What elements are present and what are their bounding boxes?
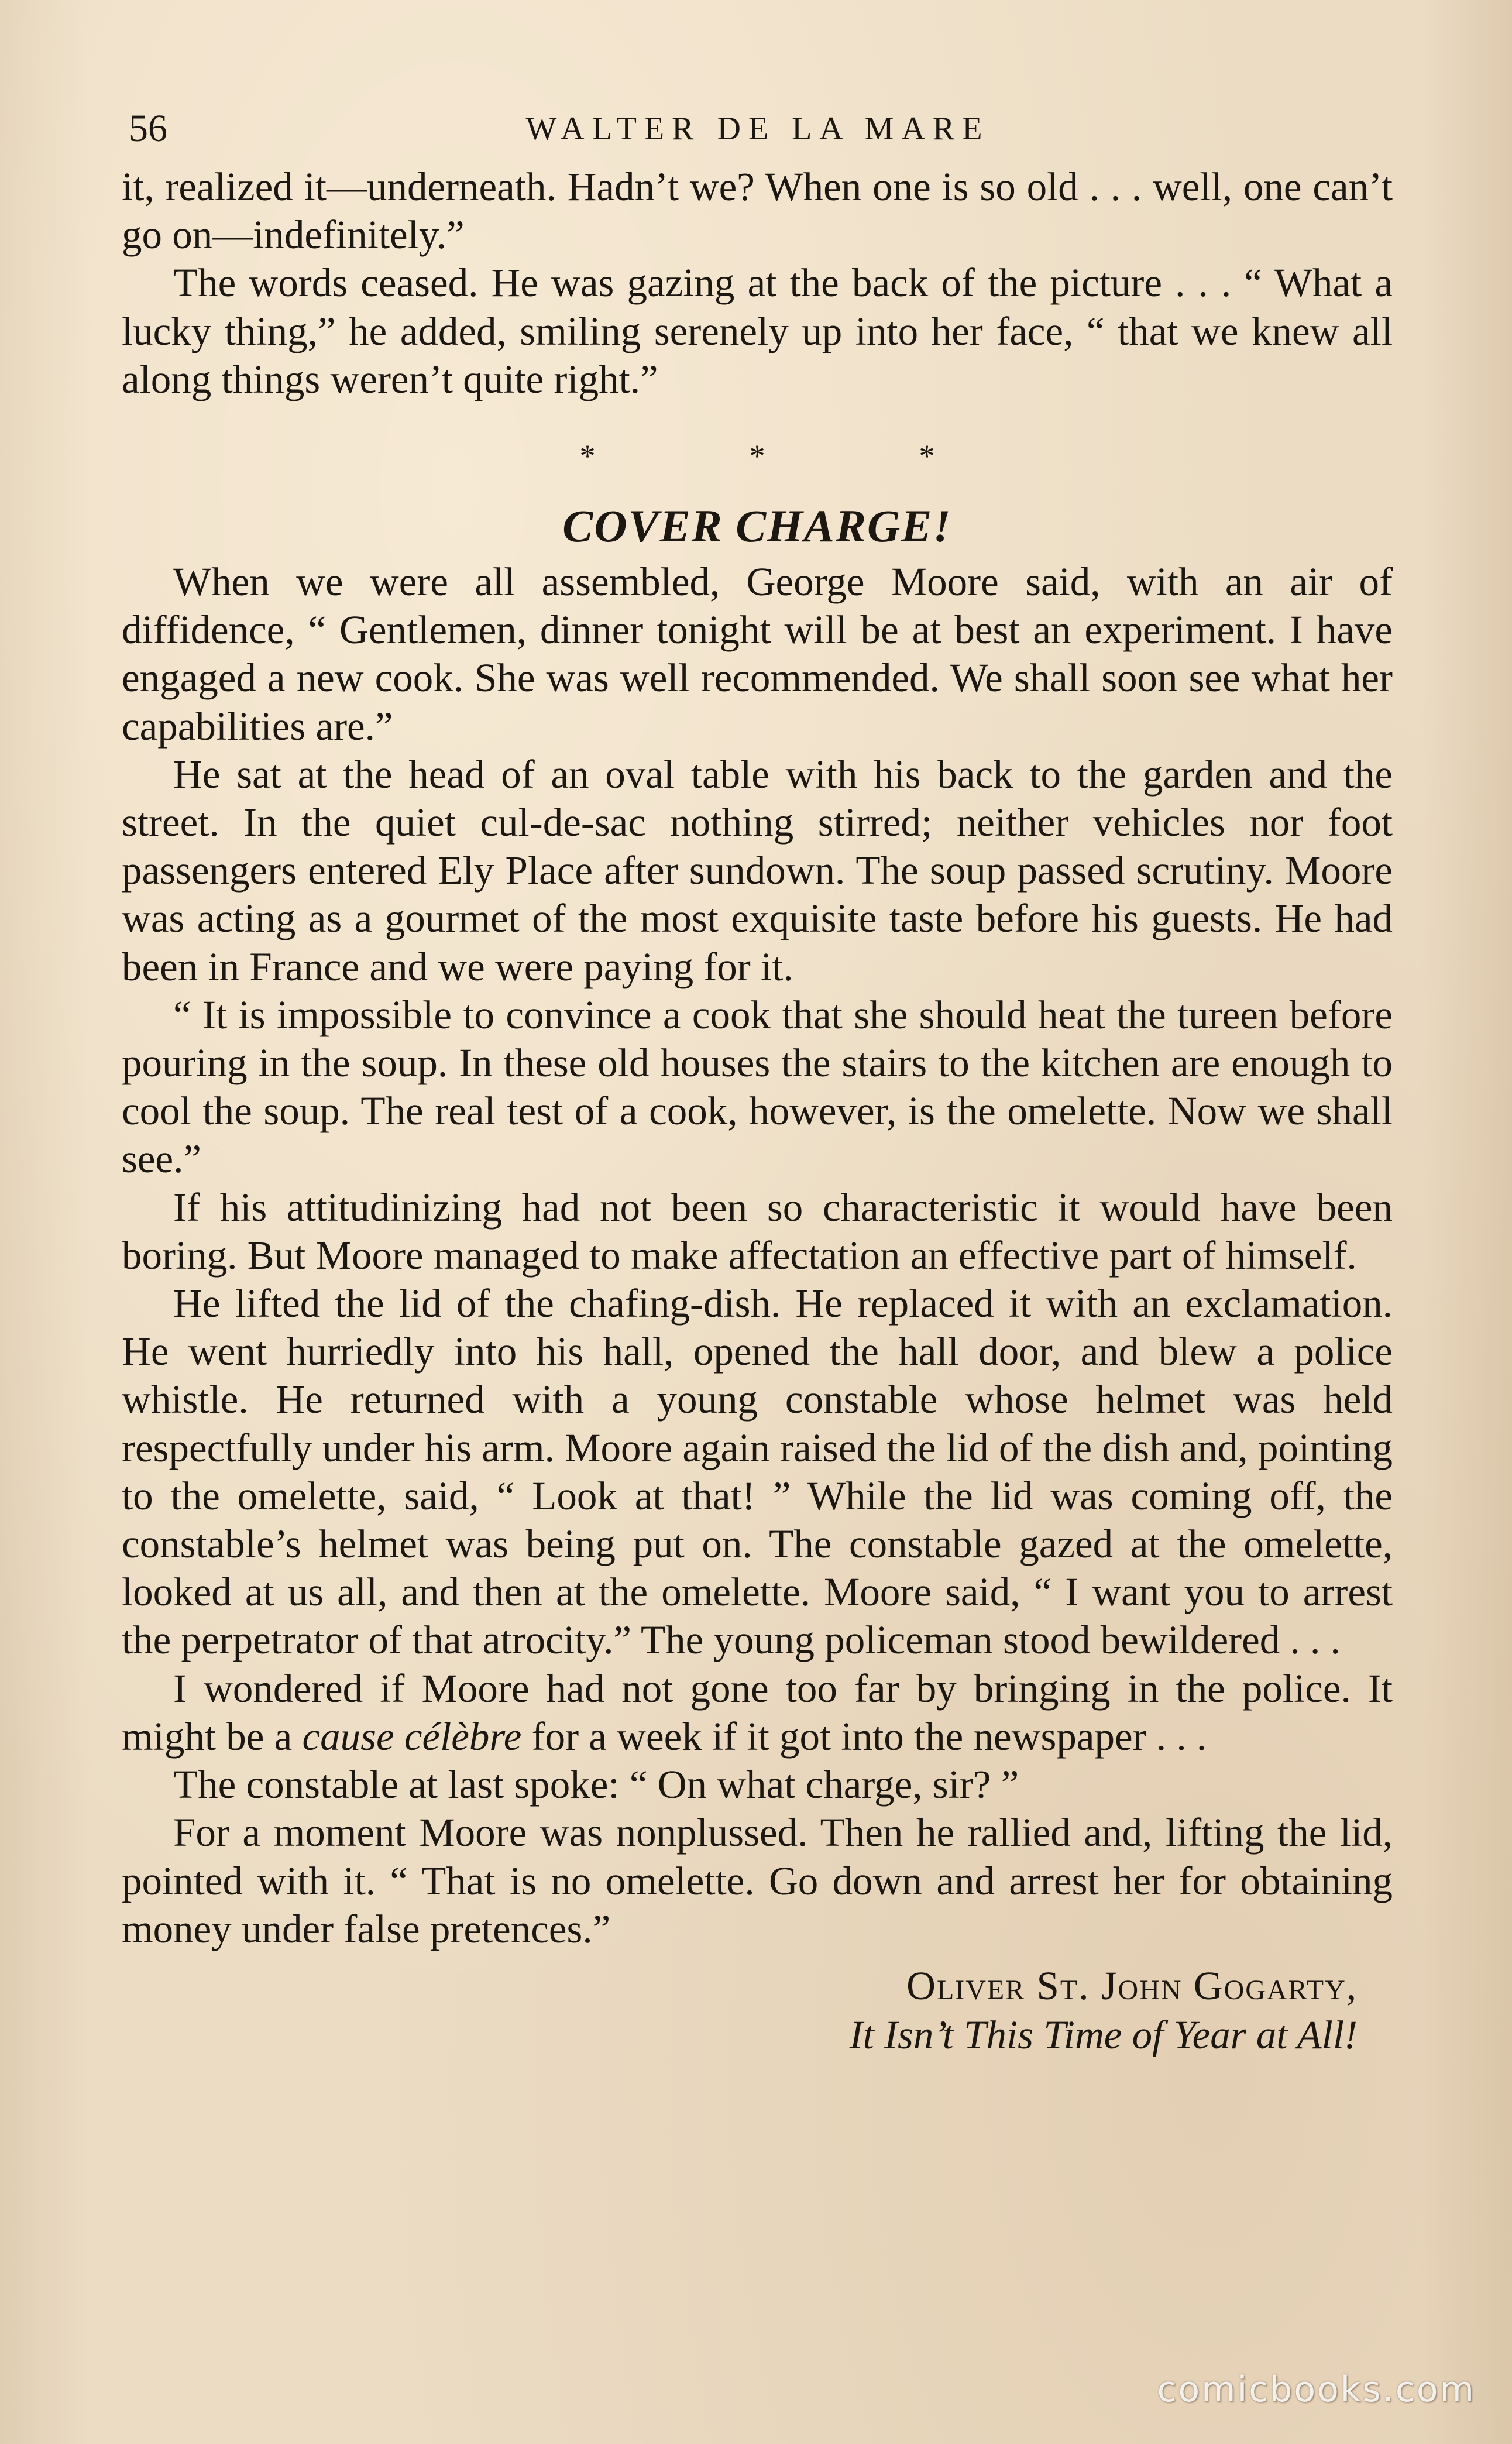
- paragraph: He lifted the lid of the chafing-dish. He replaced it with an exclamation. He went hurriedly into his hall, opened the hall door, and blew a police whistle. He returned with a young constable whose helmet was held respectfully under his arm. Moore again raised the lid of the dish and, pointing to the omelette, said, “ Look at that! ” While the lid was coming off, the constable’s helmet was being put on. The constable gazed at the omelette, looked at us all, and then at the omelette. Moore said, “ I want you to arrest the perpetrator of that atrocity.” The young policeman stood bewildered . . .: [122, 1281, 1393, 1663]
- running-head: WALTER DE LA MARE: [525, 111, 990, 147]
- watermark: comicbooks.com: [1157, 2369, 1476, 2410]
- paragraph: The constable at last spoke: “ On what charge, sir? ”: [173, 1762, 1019, 1807]
- attribution-author: Oliver St. John Gogarty,: [906, 1963, 1358, 2008]
- paragraph-text: I wondered if Moore had not gone too far by bringing in the police. It might be a: [122, 1666, 1393, 1759]
- body-text: [122, 163, 1393, 2059]
- paragraph-text: for a week if it got into the newspaper . . .: [521, 1714, 1207, 1759]
- attribution-work: It Isn’t This Time of Year at All!: [849, 2012, 1358, 2057]
- paragraph: “ It is impossible to convince a cook that she should heat the tureen before pouring in the soup. In these old houses the stairs to the kitchen are enough to cool the soup. The real test of a cook, however, is the omelette. Now we shall see.”: [122, 992, 1393, 1182]
- paragraph: [122, 1664, 1393, 1760]
- section-separator: [122, 415, 1393, 497]
- page-number: 56: [129, 107, 167, 150]
- attribution: [122, 1961, 1393, 2059]
- paragraph-continued: it, realized it—underneath. Hadn’t we? When one is so old . . . well, one can’t go on—indefinitely.”: [122, 164, 1393, 258]
- separator-star: *: [749, 438, 765, 474]
- paragraph: The words ceased. He was gazing at the back of the picture . . . “ What a lucky thing,” he added, smiling serenely up into her face, “ that we knew all along things weren’t quite right.”: [122, 260, 1393, 401]
- separator-star: *: [919, 438, 935, 474]
- paragraph: If his attitudinizing had not been so characteristic it would have been boring. But Moore managed to make affectation an effective part of himself.: [122, 1185, 1393, 1278]
- paragraph: When we were all assembled, George Moore said, with an air of diffidence, “ Gentlemen, dinner tonight will be at best an experiment. I have engaged a new cook. She was well recommended. We shall soon see what her capabilities are.”: [122, 559, 1393, 749]
- italic-phrase: cause célèbre: [302, 1714, 522, 1759]
- paragraph: He sat at the head of an oval table with his back to the garden and the street. In the quiet cul-de-sac nothing stirred; neither vehicles nor foot passengers entered Ely Place after sundown. The soup passed scrutiny. Moore was acting as a gourmet of the most exquisite taste before his guests. He had been in France and we were paying for it.: [122, 751, 1393, 989]
- page-header: [123, 99, 1393, 158]
- paragraph: For a moment Moore was nonplussed. Then he rallied and, lifting the lid, pointed with it. “ That is no omelette. Go down and arrest her for obtaining money under false pretences.”: [122, 1810, 1393, 1951]
- separator-star: *: [579, 438, 596, 474]
- section-title: COVER CHARGE!: [562, 500, 952, 552]
